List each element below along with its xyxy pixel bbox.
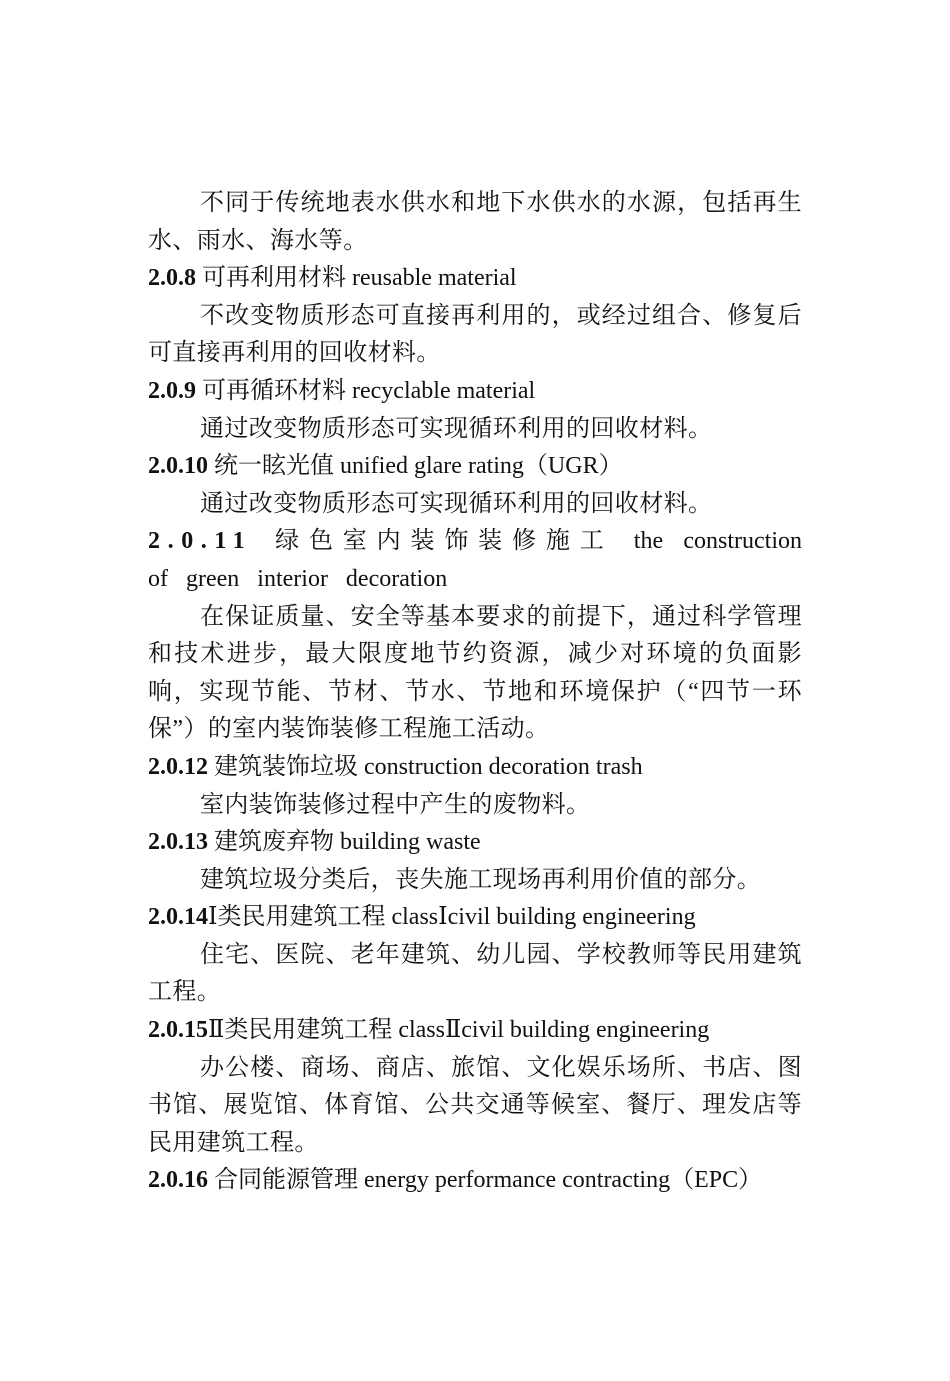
term-english: classⅡcivil building engineering — [392, 1017, 710, 1044]
term-chinese: 合同能源管理 — [208, 1167, 358, 1194]
clause-number: 2.0.16 — [148, 1167, 208, 1194]
term-english: unified glare rating（UGR） — [334, 453, 623, 480]
definition-paragraph: 室内装饰装修过程中产生的废物料。 — [200, 791, 591, 818]
definition-paragraph: 办公楼、商场、商店、旅馆、文化娱乐场所、书店、图书馆、展览馆、体育馆、公共交通等候室、餐厅、理发店等民用建筑工程。 — [148, 1054, 802, 1156]
term-heading — [148, 260, 802, 298]
document-body — [148, 185, 802, 1200]
term-chinese: 统一眩光值 — [208, 453, 334, 480]
definition-paragraph: 通过改变物质形态可实现循环利用的回收材料。 — [200, 490, 713, 517]
term-heading — [148, 1162, 802, 1200]
term-english: building waste — [334, 829, 481, 856]
clause-number: 2.0.8 — [148, 265, 196, 292]
term-chinese: 绿色室内装饰装修施工 — [252, 528, 614, 555]
term-english: energy performance contracting（EPC） — [358, 1167, 763, 1194]
definition-paragraph: 住宅、医院、老年建筑、幼儿园、学校教师等民用建筑工程。 — [148, 941, 802, 1006]
term-heading — [148, 899, 802, 937]
definition-paragraph: 不同于传统地表水供水和地下水供水的水源，包括再生水、雨水、海水等。 — [148, 190, 802, 254]
term-heading — [148, 448, 802, 486]
term-chinese: 建筑装饰垃圾 — [208, 753, 358, 780]
clause-number: 2.0.9 — [148, 377, 196, 404]
term-chinese: 建筑废弃物 — [208, 829, 334, 856]
term-heading — [148, 1012, 802, 1050]
term-english: the construction of green interior decoration — [148, 528, 802, 592]
definition-paragraph: 在保证质量、安全等基本要求的前提下，通过科学管理和技术进步，最大限度地节约资源，减少对环境的负面影响，实现节能、节材、节水、节地和环境保护（“四节一环保”）的室内装饰装修工程施工活动。 — [148, 603, 802, 743]
term-heading — [148, 373, 802, 411]
term-english: construction decoration trash — [358, 753, 643, 780]
term-heading — [148, 523, 802, 598]
term-chinese: 可再利用材料 — [196, 265, 346, 292]
definition-paragraph: 通过改变物质形态可实现循环利用的回收材料。 — [200, 415, 713, 442]
term-english: reusable material — [346, 265, 517, 292]
term-chinese: 可再循环材料 — [196, 377, 346, 404]
definition-paragraph: 不改变物质形态可直接再利用的，或经过组合、修复后可直接再利用的回收材料。 — [148, 302, 802, 367]
term-chinese: Ⅰ类民用建筑工程 — [208, 904, 386, 931]
clause-number: 2.0.14 — [148, 904, 208, 931]
clause-number: 2.0.12 — [148, 753, 208, 780]
term-heading — [148, 824, 802, 862]
clause-number: 2.0.15 — [148, 1017, 208, 1044]
term-english: recyclable material — [346, 377, 536, 404]
term-chinese: Ⅱ类民用建筑工程 — [208, 1017, 393, 1044]
term-heading — [148, 749, 802, 787]
clause-number: 2.0.13 — [148, 829, 208, 856]
definition-paragraph: 建筑垃圾分类后，丧失施工现场再利用价值的部分。 — [200, 866, 762, 893]
clause-number: 2.0.10 — [148, 453, 208, 480]
clause-number: 2.0.11 — [148, 528, 253, 555]
term-english: classⅠcivil building engineering — [385, 904, 696, 931]
